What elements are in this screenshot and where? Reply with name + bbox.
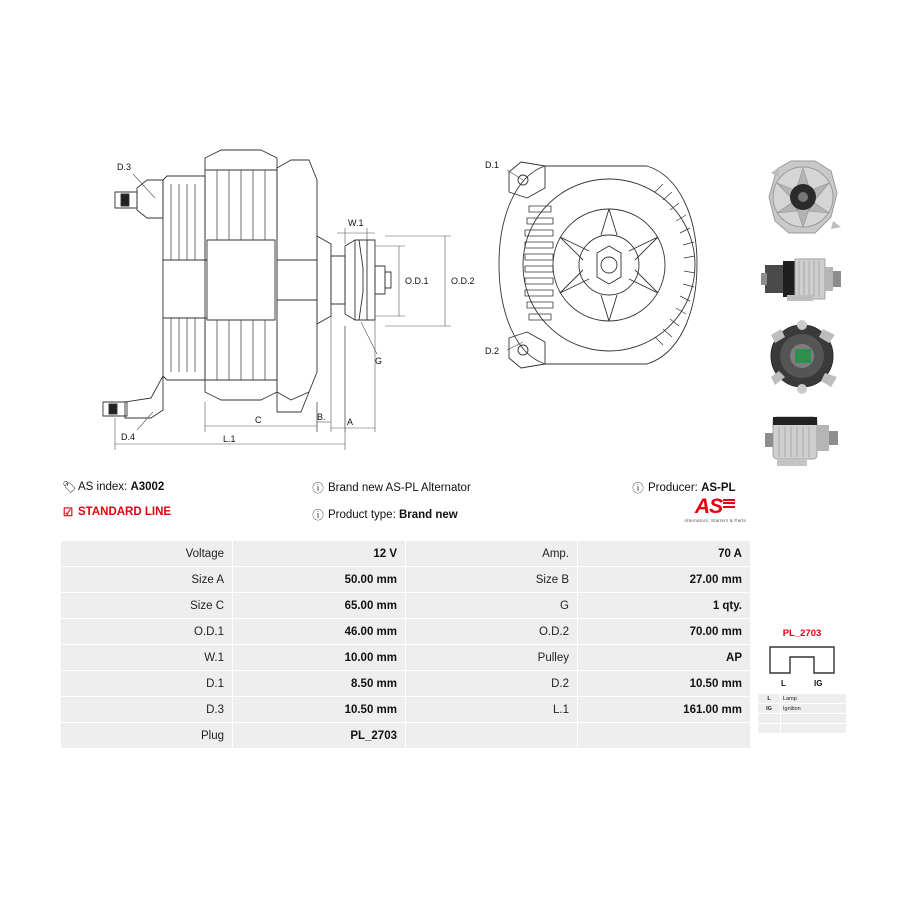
standard-line-label: STANDARD LINE bbox=[78, 506, 172, 518]
label-b: B. bbox=[317, 412, 326, 422]
product-type-line bbox=[312, 507, 612, 523]
label-d3: D.3 bbox=[117, 162, 132, 172]
spec-label: D.3 bbox=[61, 697, 233, 723]
info-icon: ⓘ bbox=[312, 483, 324, 495]
product-photo-front bbox=[757, 155, 847, 243]
spec-label: D.2 bbox=[406, 671, 578, 697]
plug-shape-icon bbox=[766, 643, 838, 677]
label-d2: D.2 bbox=[485, 346, 500, 356]
spec-label: W.1 bbox=[61, 645, 233, 671]
plug-legend-blank-key bbox=[758, 724, 781, 734]
table-row bbox=[61, 619, 751, 645]
as-pl-logo bbox=[680, 497, 750, 523]
logo-bars-icon bbox=[723, 499, 735, 510]
spec-label: Size B bbox=[406, 567, 578, 593]
spec-value: 8.50 mm bbox=[233, 671, 406, 697]
plug-legend-row bbox=[758, 694, 847, 704]
spec-value: 70 A bbox=[578, 541, 751, 567]
spec-label: O.D.1 bbox=[61, 619, 233, 645]
spec-value: 10.50 mm bbox=[233, 697, 406, 723]
check-box-icon: ☑ bbox=[62, 507, 74, 519]
technical-drawings bbox=[55, 140, 755, 470]
spec-value: 50.00 mm bbox=[233, 567, 406, 593]
label-od1: O.D.1 bbox=[405, 276, 429, 286]
spec-label: L.1 bbox=[406, 697, 578, 723]
standard-line-badge bbox=[62, 505, 312, 519]
as-index-value: A3002 bbox=[130, 481, 165, 493]
plug-legend-value: Ignition bbox=[781, 704, 847, 714]
plug-legend-row bbox=[758, 704, 847, 714]
plug-diagram bbox=[757, 628, 847, 734]
table-row bbox=[61, 541, 751, 567]
spec-value: 161.00 mm bbox=[578, 697, 751, 723]
as-pl-logo-sub: Alternators, Starters & Parts bbox=[684, 518, 746, 523]
product-photo-rear bbox=[757, 315, 847, 397]
table-row bbox=[61, 697, 751, 723]
spec-value: 10.00 mm bbox=[233, 645, 406, 671]
table-row bbox=[61, 645, 751, 671]
spec-label: Plug bbox=[61, 723, 233, 749]
as-pl-logo-text: AS bbox=[694, 495, 723, 518]
info-row bbox=[62, 480, 750, 530]
label-g: G bbox=[375, 356, 383, 366]
product-photo-angle bbox=[757, 403, 847, 475]
label-l1: L.1 bbox=[223, 434, 236, 444]
product-photo-side bbox=[757, 249, 847, 309]
plug-legend-blank-value bbox=[781, 724, 847, 734]
producer-label: Producer: bbox=[648, 482, 698, 494]
spec-empty-cell bbox=[578, 723, 751, 749]
info-icon-2: ⓘ bbox=[312, 510, 324, 522]
table-row bbox=[61, 567, 751, 593]
spec-label: Voltage bbox=[61, 541, 233, 567]
info-icon-3: ⓘ bbox=[632, 483, 644, 495]
label-d4: D.4 bbox=[121, 432, 136, 442]
spec-value: 10.50 mm bbox=[578, 671, 751, 697]
spec-label: O.D.2 bbox=[406, 619, 578, 645]
description-label: Brand new AS-PL Alternator bbox=[328, 482, 471, 494]
label-c: C bbox=[255, 415, 262, 425]
spec-value: 70.00 mm bbox=[578, 619, 751, 645]
plug-legend-table bbox=[757, 693, 847, 734]
spec-label: Size A bbox=[61, 567, 233, 593]
spec-label: Size C bbox=[61, 593, 233, 619]
spec-value: 1 qty. bbox=[578, 593, 751, 619]
spec-value: AP bbox=[578, 645, 751, 671]
drawing-svg bbox=[55, 140, 755, 470]
table-row bbox=[61, 671, 751, 697]
plug-pin-left: L bbox=[781, 679, 786, 688]
plug-code: PL_2703 bbox=[782, 628, 822, 639]
label-od2: O.D.2 bbox=[451, 276, 475, 286]
product-photo-column bbox=[757, 155, 847, 481]
table-row bbox=[61, 723, 751, 749]
spec-label: Pulley bbox=[406, 645, 578, 671]
plug-legend-key: IG bbox=[758, 704, 781, 714]
spec-label: D.1 bbox=[61, 671, 233, 697]
plug-legend-blank-value bbox=[781, 714, 847, 724]
spec-empty-cell bbox=[406, 723, 578, 749]
plug-legend-blank-key bbox=[758, 714, 781, 724]
as-pl-logo-mark bbox=[680, 497, 750, 517]
spec-table bbox=[60, 540, 751, 749]
plug-legend-value: Lamp bbox=[781, 694, 847, 704]
producer-value: AS-PL bbox=[701, 482, 736, 494]
spec-value: PL_2703 bbox=[233, 723, 406, 749]
product-type-label: Product type: bbox=[328, 509, 396, 521]
plug-pin-labels bbox=[766, 677, 838, 689]
table-row bbox=[61, 593, 751, 619]
plug-legend-row-blank bbox=[758, 714, 847, 724]
spec-label: G bbox=[406, 593, 578, 619]
plug-pin-right: IG bbox=[814, 679, 823, 688]
as-index-line bbox=[62, 480, 312, 494]
product-type-value: Brand new bbox=[398, 509, 458, 521]
info-col-description bbox=[312, 480, 612, 534]
spec-value: 27.00 mm bbox=[578, 567, 751, 593]
spec-value: 12 V bbox=[233, 541, 406, 567]
info-col-index bbox=[62, 480, 312, 530]
spec-value: 65.00 mm bbox=[233, 593, 406, 619]
description-line bbox=[312, 480, 612, 496]
as-index-label: AS index: bbox=[78, 481, 128, 493]
spec-value: 46.00 mm bbox=[233, 619, 406, 645]
label-w1: W.1 bbox=[348, 218, 364, 228]
spec-label: Amp. bbox=[406, 541, 578, 567]
plug-legend-row-blank bbox=[758, 724, 847, 734]
label-a: A bbox=[347, 417, 354, 427]
plug-legend-key: L bbox=[758, 694, 781, 704]
tag-icon: 🏷 bbox=[62, 482, 77, 494]
producer-line bbox=[632, 480, 812, 496]
label-d1: D.1 bbox=[485, 160, 500, 170]
